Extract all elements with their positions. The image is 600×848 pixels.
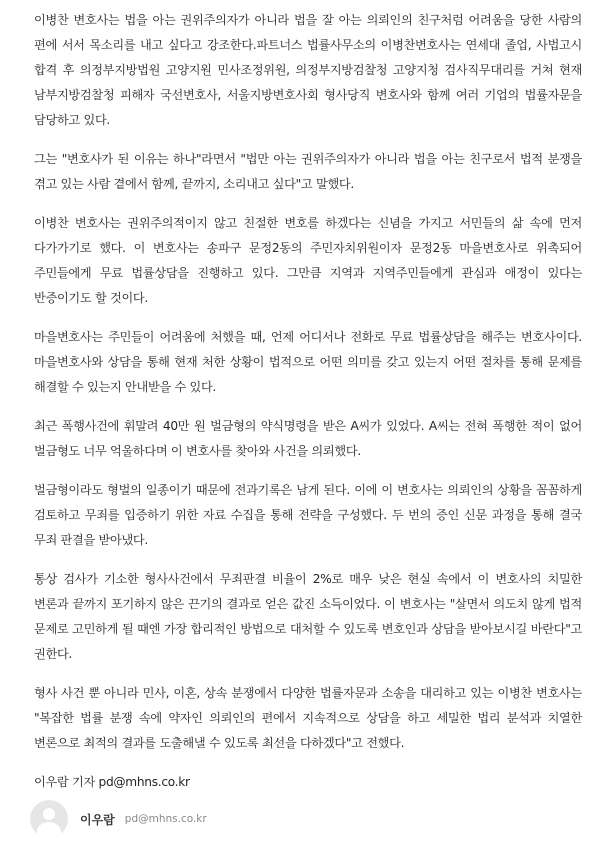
article-paragraph: 마을변호사는 주민들이 어려움에 처했을 때, 언제 어디서나 전화로 무료 법률상담을 해주는 변호사이다. 마을변호사와 상담을 통해 현재 처한 상황이 법적으로 어떤 의미를 갖고 있는지 어떤 절차를 통해 문제를 해결할 수 있는지 안내받을 수 있다.	[34, 330, 582, 394]
article-paragraph: 벌금형이라도 형벌의 일종이기 때문에 전과기록은 남게 된다. 이에 이 변호사는 의뢰인의 상황을 꼼꼼하게 검토하고 무죄를 입증하기 위한 자료 수집을 통해 전략을 구성했다. 두 번의 증인 신문 과정을 통해 결국 무죄 판결을 받아냈다.	[34, 483, 582, 547]
article-body	[34, 8, 582, 809]
article-paragraph: 최근 폭행사건에 휘말려 40만 원 벌금형의 약식명령을 받은 A씨가 있었다. A씨는 전혀 폭행한 적이 없어 벌금형도 너무 억울하다며 이 변호사를 찾아와 사건을 의뢰했다.	[34, 419, 582, 458]
author-name[interactable]: 이우람	[80, 812, 115, 827]
author-email[interactable]: pd@mhns.co.kr	[124, 813, 207, 825]
article-paragraph: 그는 "변호사가 된 이유는 하나"라면서 "법만 아는 권위주의자가 아니라 법을 아는 친구로서 법적 분쟁을 겪고 있는 사람 곁에서 함께, 끝까지, 소리내고 싶다"고 말했다.	[34, 152, 582, 191]
article-paragraph: 이병찬 변호사는 법을 아는 권위주의자가 아니라 법을 잘 아는 의뢰인의 친구처럼 어려움을 당한 사람의 편에 서서 목소리를 내고 싶다고 강조한다.파트너스 법률사무소의 이병찬변호사는 연세대 졸업, 사법고시 합격 후 의정부지방법원 고양지원 민사조정위원, 의정부지방검찰청 고양지청 검사직무대리를 거쳐 현재 남부지방검찰청 피해자 국선변호사, 서울지방변호사회 형사당직 변호사와 함께 여러 기업의 법률자문을 담당하고 있다.	[34, 13, 582, 127]
article-paragraph: 형사 사건 뿐 아니라 민사, 이혼, 상속 분쟁에서 다양한 법률자문과 소송을 대리하고 있는 이병찬 변호사는 "복잡한 법률 분쟁 속에 약자인 의뢰인의 편에서 지속적으로 상담을 하고 세밀한 법리 분석과 치열한 변론으로 최적의 결과를 도출해낼 수 있도록 최선을 다하겠다"고 전했다.	[34, 686, 582, 750]
author-box	[30, 800, 207, 838]
article-paragraph: 통상 검사가 기소한 형사사건에서 무죄판결 비율이 2%로 매우 낮은 현실 속에서 이 변호사의 치밀한 변론과 끝까지 포기하지 않은 끈기의 결과로 얻은 값진 소득이었다. 이 변호사는 "살면서 의도치 않게 법적 문제로 고민하게 될 때엔 가장 합리적인 방법으로 대처할 수 있도록 변호인과 상담을 받아보시길 바란다"고 권한다.	[34, 572, 582, 661]
article-byline: 이우람 기자 pd@mhns.co.kr	[34, 775, 190, 789]
article-paragraph: 이병찬 변호사는 권위주의적이지 않고 친절한 변호를 하겠다는 신념을 가지고 서민들의 삶 속에 먼저 다가가기로 했다. 이 변호사는 송파구 문정2동의 주민자치위원이자 문정2동 마을변호사로 위촉되어 주민들에게 무료 법률상담을 진행하고 있다. 그만큼 지역과 지역주민들에게 관심과 애정이 있다는 반증이기도 할 것이다.	[34, 216, 582, 305]
user-avatar-icon	[30, 800, 68, 838]
